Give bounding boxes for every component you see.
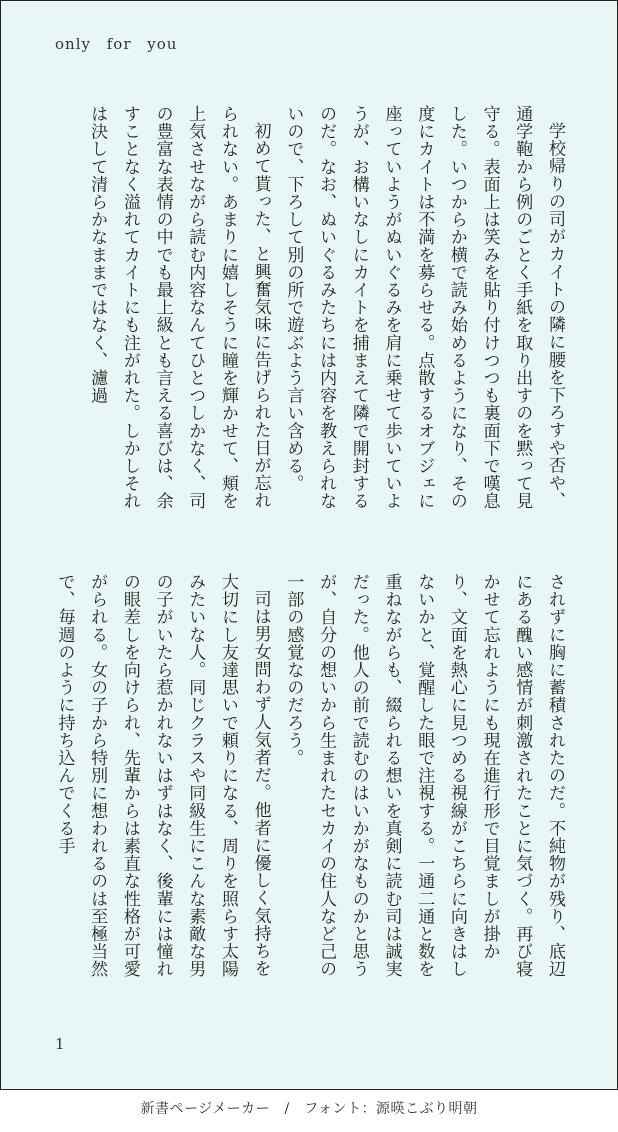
paragraph: 司は男女問わず人気者だ。他者に優しく気持ちを大切にし友達思いで頼りになる、周りを照らす太陽みたいな人。同じクラスや同級生にこんな素敵な男の子がいたら惹かれないはずはなく、後輩には憧れの眼差しを向けられ、先輩からは素直な性格が可愛がられる。女の子から特別に想われるのは至極当然で、毎週のように持ち込んでくる手: [54, 573, 271, 978]
running-header: only for you: [55, 35, 178, 53]
page-number: 1: [55, 1035, 65, 1053]
paragraph: 学校帰りの司がカイトの隣に腰を下ろすや否や、通学鞄から例のごとく手紙を取り出すのを黙って見守る。表面上は笑みを貼り付けつつも裏面下で嘆息した。いつからか横で読み始めるようになり、その度にカイトは不満を募らせる。点散するオブジェに座っていようがぬいぐるみを肩に乗せて歩いていようが、お構いなしにカイトを捕まえて隣で開封するのだ。なお、ぬいぐるみたちには内容を教えられないので、下ろして別の所で遊ぶよう言い含める。: [283, 105, 565, 510]
text-block-bottom: [47, 573, 571, 991]
text-block-top: [47, 105, 571, 523]
paragraph: されずに胸に蓄積されたのだ。不純物が残り、底辺にある醜い感情が刺激されたことに気づく。再び寝かせて忘れようにも現在進行形で目覚ましが掛かり、文面を熱心に見つめる視線がこちらに向きはしないかと、覚醒した眼で注視する。一通二通と数を重ねながらも、綴られる想いを真剣に読む司は誠実だった。他人の前で読むのはいかがなものかと思うが、自分の想いから生まれたセカイの住人など己の一部の感覚なのだろう。: [283, 573, 565, 978]
footer-credit: 新書ページメーカー / フォント：源暎こぶり明朝: [140, 1101, 478, 1117]
paragraph: 初めて貰った、と興奮気味に告げられた日が忘れられない。あまりに嬉しそうに瞳を輝かせて、頬を上気させながら読む内容なんてひとつしかなく、司の豊富な表情の中でも最上級とも言える喜びは、余すことなく溢れてカイトにも注がれた。しかしそれは決して清らかなままではなく、濾過: [87, 105, 271, 510]
